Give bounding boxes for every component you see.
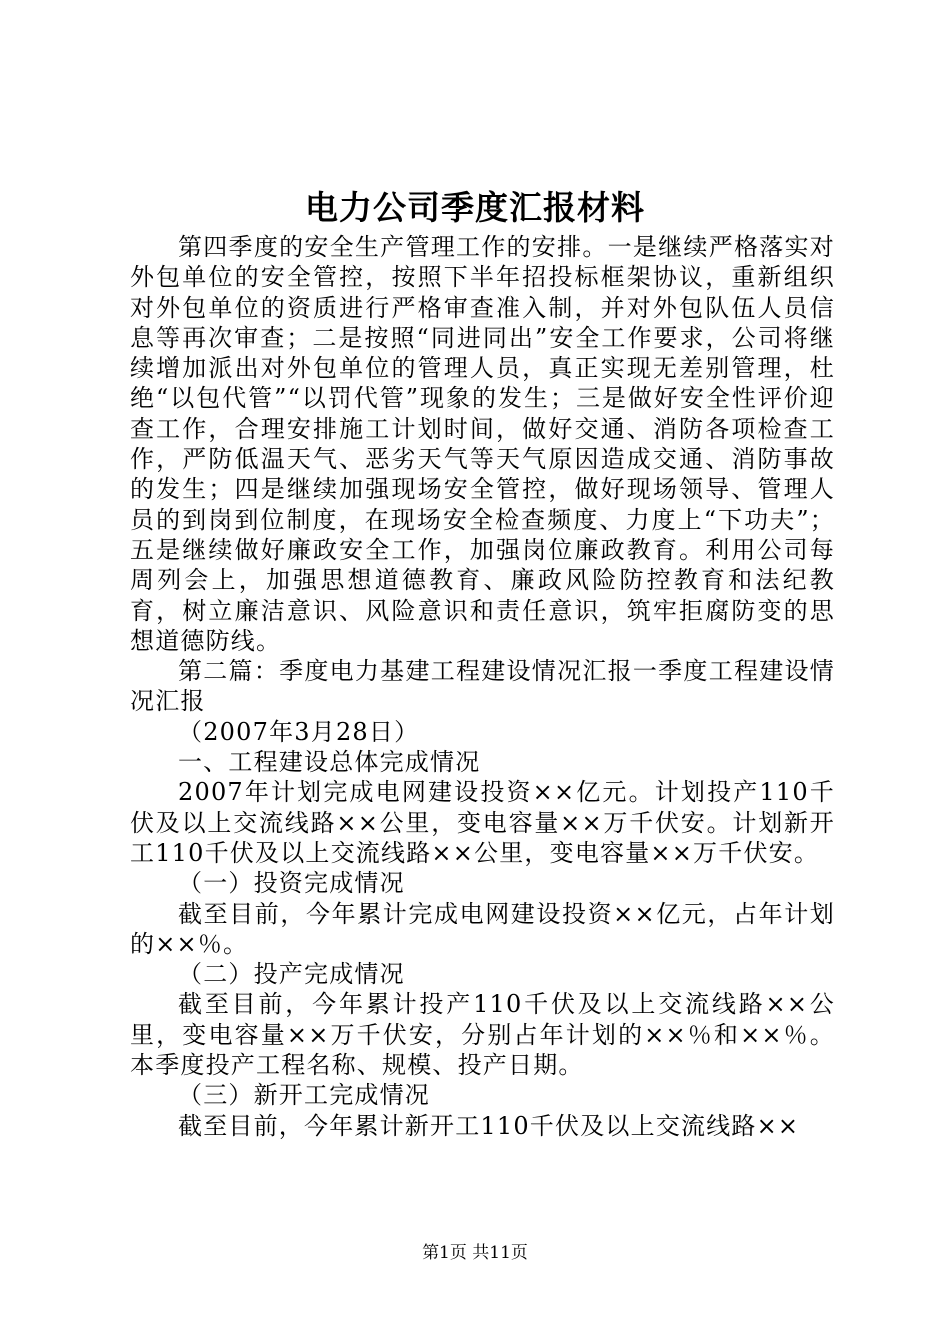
section-heading: 一、工程建设总体完成情况 — [178, 748, 481, 777]
paragraph-date: （2007年3月28日） — [178, 717, 420, 746]
paragraph: 截至目前，今年累计完成电网建设投资××亿元，占年计划的××％。 — [130, 899, 835, 958]
paragraph: 截至目前，今年累计投产110千伏及以上交流线路××公里，变电容量××万千伏安，分别占年计划的××％和××％。本季度投产工程名称、规模、投产日期。 — [130, 990, 835, 1080]
page-number-footer: 第1页 共11页 — [422, 1243, 528, 1263]
subsection-heading: （三）新开工完成情况 — [178, 1081, 430, 1110]
paragraph: 第二篇：季度电力基建工程建设情况汇报一季度工程建设情况汇报 — [130, 657, 835, 716]
paragraph: 截至目前，今年累计新开工110千伏及以上交流线路×× — [178, 1111, 800, 1140]
document-body — [130, 232, 835, 1141]
subsection-heading: （二）投产完成情况 — [178, 960, 405, 989]
subsection-heading: （一）投资完成情况 — [178, 869, 405, 898]
paragraph: 2007年计划完成电网建设投资××亿元。计划投产110千伏及以上交流线路××公里，变电容量××万千伏安。计划新开工110千伏及以上交流线路××公里，变电容量××万千伏安。 — [130, 778, 835, 867]
paragraph: 第四季度的安全生产管理工作的安排。一是继续严格落实对外包单位的安全管控，按照下半年招投标框架协议，重新组织对外包单位的资质进行严格审查准入制，并对外包队伍人员信息等再次审查；二是按照“同进同出”安全工作要求，公司将继续增加派出对外包单位的管理人员，真正实现无差别管理，杜绝“以包代管”“以罚代管”现象的发生；三是做好安全性评价迎查工作，合理安排施工计划时间，做好交通、消防各项检查工作，严防低温天气、恶劣天气等天气原因造成交通、消防事故的发生；四是继续加强现场安全管控，做好现场领导、管理人员的到岗到位制度，在现场安全检查频度、力度上“下功夫”；五是继续做好廉政安全工作，加强岗位廉政教育。利用公司每周列会上，加强思想道德教育、廉政风险防控教育和法纪教育，树立廉洁意识、风险意识和责任意识，筑牢拒腐防变的思想道德防线。 — [130, 233, 835, 655]
document-title: 电力公司季度汇报材料 — [305, 188, 645, 227]
